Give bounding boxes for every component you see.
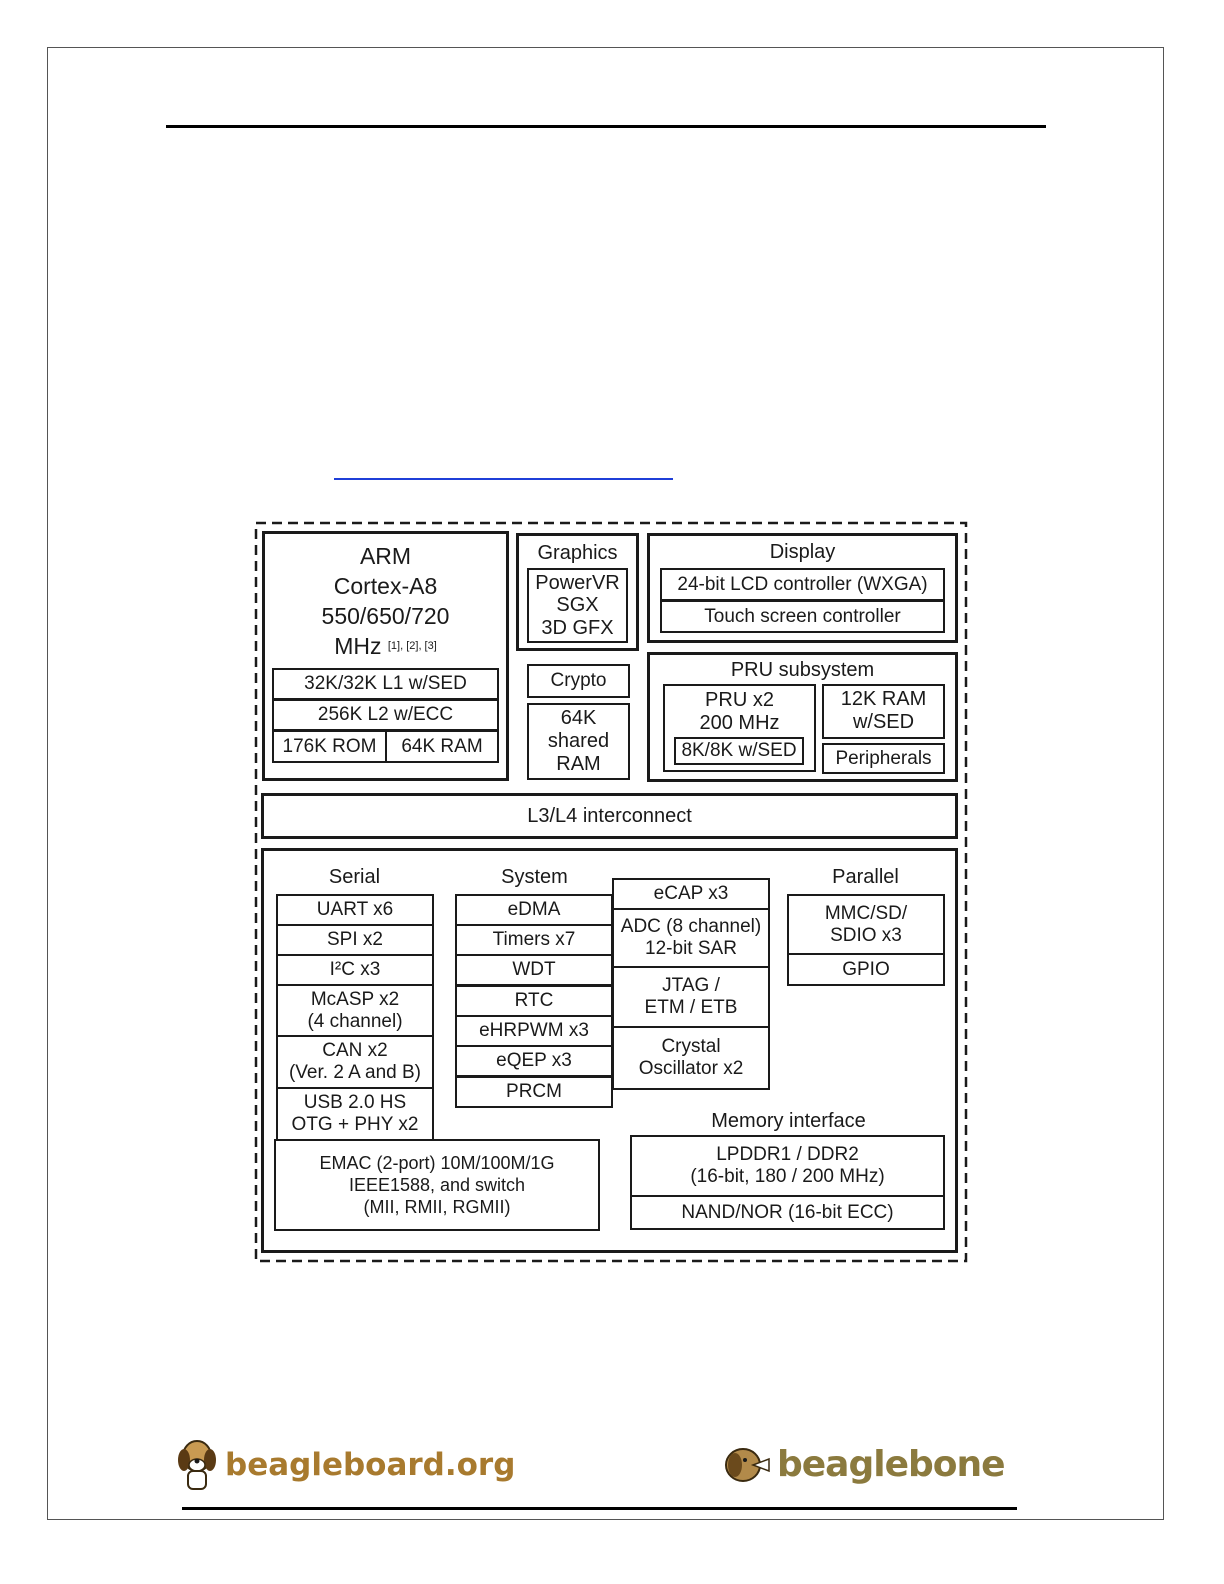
system-crystal: Crystal Oscillator x2 — [612, 1026, 770, 1090]
footer-rule — [182, 1507, 1017, 1510]
arm-rom: 176K ROM — [272, 730, 387, 763]
pru-peripherals: Peripherals — [822, 743, 945, 774]
arm-title-2: Cortex-A8 — [333, 573, 438, 599]
graphics-title: Graphics — [537, 541, 618, 564]
parallel-title: Parallel — [832, 865, 899, 888]
beaglebone-logo — [723, 1444, 1005, 1485]
system-jtag: JTAG / ETM / ETB — [612, 966, 770, 1028]
shared-ram-line-2: shared — [547, 729, 610, 752]
graphics-line-3: 3D GFX — [541, 616, 614, 639]
arm-mhz — [264, 633, 507, 659]
graphics-line-1: PowerVR — [535, 571, 620, 594]
serial-title: Serial — [328, 865, 381, 888]
pru-title: PRU subsystem — [730, 658, 875, 681]
beagle-dog-icon — [175, 1438, 219, 1492]
serial-usb: USB 2.0 HS OTG + PHY x2 — [276, 1087, 434, 1141]
system-ehrpwm: eHRPWM x3 — [455, 1015, 613, 1047]
shared-ram-line-3: RAM — [556, 752, 601, 775]
shared-ram-line-1: 64K — [560, 706, 597, 729]
crypto-block: Crypto — [527, 664, 630, 698]
arm-title-3: 550/650/720 — [321, 603, 450, 629]
l3-l4-interconnect: L3/L4 interconnect — [261, 793, 958, 839]
arm-title-1: ARM — [359, 543, 412, 569]
system-rtc: RTC — [455, 985, 613, 1017]
system-prcm: PRCM — [455, 1076, 613, 1108]
display-title: Display — [769, 540, 836, 563]
system-title: System — [501, 865, 568, 888]
system-adc: ADC (8 channel) 12-bit SAR — [612, 908, 770, 968]
serial-uart: UART x6 — [276, 894, 434, 926]
system-ecap: eCAP x3 — [612, 878, 770, 910]
memory-nand: NAND/NOR (16-bit ECC) — [630, 1195, 945, 1230]
memory-interface-title: Memory interface — [711, 1109, 866, 1132]
arm-refs: [1], [2], [3] — [387, 639, 437, 652]
touch-controller: Touch screen controller — [660, 600, 945, 633]
arm-ram: 64K RAM — [385, 730, 499, 763]
graphics-line-2: SGX — [556, 593, 599, 616]
beagleboard-logo — [175, 1438, 515, 1492]
lcd-controller: 24-bit LCD controller (WXGA) — [660, 568, 945, 601]
serial-i2c: I²C x3 — [276, 954, 434, 986]
memory-lpddr: LPDDR1 / DDR2 (16-bit, 180 / 200 MHz) — [630, 1135, 945, 1197]
beaglebone-wordmark: beaglebone — [777, 1444, 1005, 1485]
system-edma: eDMA — [455, 894, 613, 926]
serial-mcasp: McASP x2 (4 channel) — [276, 984, 434, 1037]
arm-mhz-text: MHz — [334, 632, 382, 659]
pru-ram-line-1: 12K RAM — [840, 687, 927, 710]
system-eqep: eQEP x3 — [455, 1045, 613, 1077]
parallel-mmc: MMC/SD/ SDIO x3 — [787, 894, 945, 955]
pru-ram-line-2: w/SED — [852, 710, 915, 733]
serial-spi: SPI x2 — [276, 924, 434, 956]
system-wdt: WDT — [455, 954, 613, 986]
serial-can: CAN x2 (Ver. 2 A and B) — [276, 1035, 434, 1089]
hyperlink-underline[interactable] — [334, 478, 673, 480]
pru-sed-memory: 8K/8K w/SED — [674, 737, 804, 765]
system-timers: Timers x7 — [455, 924, 613, 956]
parallel-gpio: GPIO — [787, 953, 945, 986]
pru-line-2: 200 MHz — [699, 711, 780, 734]
pru-line-1: PRU x2 — [705, 688, 774, 711]
header-rule — [166, 125, 1046, 128]
beaglebone-dog-icon — [723, 1445, 773, 1485]
arm-l1-cache: 32K/32K L1 w/SED — [272, 668, 499, 700]
beagleboard-wordmark: beagleboard.org — [225, 1447, 516, 1483]
block-diagram — [254, 521, 968, 1263]
emac-block: EMAC (2-port) 10M/100M/1G IEEE1588, and switch (MII, RMII, RGMII) — [274, 1139, 600, 1231]
arm-l2-cache: 256K L2 w/ECC — [272, 699, 499, 731]
